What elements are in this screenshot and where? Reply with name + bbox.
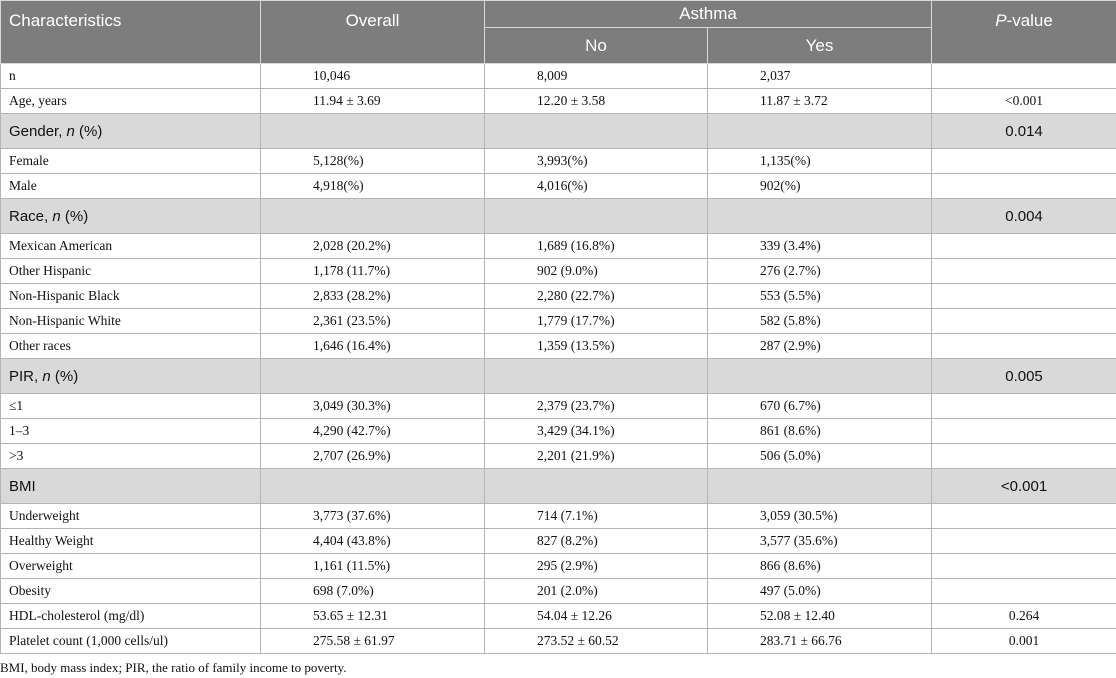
section-label <box>1 199 261 234</box>
section-empty-cell <box>708 114 932 149</box>
section-empty-cell <box>708 359 932 394</box>
asthma-no-cell: 273.52 ± 60.52 <box>485 629 708 654</box>
pvalue-cell: 0.001 <box>932 629 1116 654</box>
table-row <box>1 554 1116 579</box>
row-label: Female <box>1 149 261 174</box>
pvalue-cell <box>932 234 1116 259</box>
asthma-no-cell: 902 (9.0%) <box>485 259 708 284</box>
asthma-yes-cell: 52.08 ± 12.40 <box>708 604 932 629</box>
pvalue-cell: <0.001 <box>932 89 1116 114</box>
row-label: Other races <box>1 334 261 359</box>
table-row <box>1 284 1116 309</box>
row-label: Platelet count (1,000 cells/ul) <box>1 629 261 654</box>
asthma-no-cell: 2,280 (22.7%) <box>485 284 708 309</box>
section-empty-cell <box>485 199 708 234</box>
asthma-no-cell: 2,201 (21.9%) <box>485 444 708 469</box>
asthma-no-cell: 54.04 ± 12.26 <box>485 604 708 629</box>
asthma-no-cell: 3,429 (34.1%) <box>485 419 708 444</box>
section-row <box>1 469 1116 504</box>
row-label: Male <box>1 174 261 199</box>
overall-cell: 4,918(%) <box>261 174 485 199</box>
overall-cell: 698 (7.0%) <box>261 579 485 604</box>
pvalue-cell <box>932 309 1116 334</box>
asthma-yes-cell: 339 (3.4%) <box>708 234 932 259</box>
asthma-no-cell: 1,779 (17.7%) <box>485 309 708 334</box>
section-row <box>1 359 1116 394</box>
section-label-post: (%) <box>74 122 103 140</box>
header-asthma-no: No <box>485 28 708 64</box>
overall-cell: 4,290 (42.7%) <box>261 419 485 444</box>
pvalue-cell <box>932 504 1116 529</box>
section-empty-cell <box>261 199 485 234</box>
asthma-no-cell: 827 (8.2%) <box>485 529 708 554</box>
section-empty-cell <box>261 114 485 149</box>
row-label: Overweight <box>1 554 261 579</box>
table-row <box>1 394 1116 419</box>
section-empty-cell <box>485 469 708 504</box>
asthma-yes-cell: 506 (5.0%) <box>708 444 932 469</box>
overall-cell: 10,046 <box>261 64 485 89</box>
row-label: ≤1 <box>1 394 261 419</box>
asthma-yes-cell: 287 (2.9%) <box>708 334 932 359</box>
pvalue-cell <box>932 174 1116 199</box>
table-row <box>1 629 1116 654</box>
asthma-no-cell: 295 (2.9%) <box>485 554 708 579</box>
section-pvalue: 0.005 <box>932 359 1116 394</box>
asthma-yes-cell: 276 (2.7%) <box>708 259 932 284</box>
asthma-no-cell: 8,009 <box>485 64 708 89</box>
pvalue-cell <box>932 64 1116 89</box>
asthma-yes-cell: 1,135(%) <box>708 149 932 174</box>
asthma-yes-cell: 902(%) <box>708 174 932 199</box>
table-row <box>1 309 1116 334</box>
pvalue-cell <box>932 394 1116 419</box>
overall-cell: 3,773 (37.6%) <box>261 504 485 529</box>
overall-cell: 4,404 (43.8%) <box>261 529 485 554</box>
section-label <box>1 469 261 504</box>
section-empty-cell <box>261 469 485 504</box>
table-row <box>1 579 1116 604</box>
section-label-post: (%) <box>50 367 79 385</box>
overall-cell: 2,833 (28.2%) <box>261 284 485 309</box>
overall-cell: 11.94 ± 3.69 <box>261 89 485 114</box>
header-overall: Overall <box>261 1 485 64</box>
row-label: Healthy Weight <box>1 529 261 554</box>
overall-cell: 3,049 (30.3%) <box>261 394 485 419</box>
section-empty-cell <box>708 199 932 234</box>
pvalue-cell: 0.264 <box>932 604 1116 629</box>
overall-cell: 2,361 (23.5%) <box>261 309 485 334</box>
section-row <box>1 114 1116 149</box>
header-asthma: Asthma <box>485 1 932 28</box>
pvalue-cell <box>932 419 1116 444</box>
row-label: Obesity <box>1 579 261 604</box>
row-label: Non-Hispanic Black <box>1 284 261 309</box>
row-label: >3 <box>1 444 261 469</box>
section-empty-cell <box>708 469 932 504</box>
asthma-yes-cell: 866 (8.6%) <box>708 554 932 579</box>
section-label-italic: n <box>42 367 51 385</box>
table-row <box>1 604 1116 629</box>
asthma-yes-cell: 11.87 ± 3.72 <box>708 89 932 114</box>
row-label: Other Hispanic <box>1 259 261 284</box>
asthma-no-cell: 714 (7.1%) <box>485 504 708 529</box>
asthma-no-cell: 1,359 (13.5%) <box>485 334 708 359</box>
table-row <box>1 419 1116 444</box>
section-pvalue: 0.014 <box>932 114 1116 149</box>
table-row <box>1 89 1116 114</box>
asthma-no-cell: 3,993(%) <box>485 149 708 174</box>
section-label-post: (%) <box>60 207 89 225</box>
asthma-no-cell: 12.20 ± 3.58 <box>485 89 708 114</box>
asthma-no-cell: 1,689 (16.8%) <box>485 234 708 259</box>
row-label: Non-Hispanic White <box>1 309 261 334</box>
asthma-yes-cell: 2,037 <box>708 64 932 89</box>
table-row <box>1 259 1116 284</box>
row-label: Underweight <box>1 504 261 529</box>
header-pvalue <box>932 1 1116 64</box>
section-label-pre: Race, <box>9 207 53 225</box>
overall-cell: 2,707 (26.9%) <box>261 444 485 469</box>
table-row <box>1 504 1116 529</box>
asthma-yes-cell: 861 (8.6%) <box>708 419 932 444</box>
section-pvalue: 0.004 <box>932 199 1116 234</box>
header-asthma-yes: Yes <box>708 28 932 64</box>
section-empty-cell <box>261 359 485 394</box>
table-row <box>1 234 1116 259</box>
pvalue-cell <box>932 579 1116 604</box>
table-row <box>1 334 1116 359</box>
section-label <box>1 114 261 149</box>
row-label: Age, years <box>1 89 261 114</box>
table-row <box>1 444 1116 469</box>
asthma-no-cell: 4,016(%) <box>485 174 708 199</box>
overall-cell: 1,161 (11.5%) <box>261 554 485 579</box>
section-empty-cell <box>485 114 708 149</box>
section-pvalue: <0.001 <box>932 469 1116 504</box>
asthma-yes-cell: 3,059 (30.5%) <box>708 504 932 529</box>
overall-cell: 275.58 ± 61.97 <box>261 629 485 654</box>
row-label: 1–3 <box>1 419 261 444</box>
table-row <box>1 64 1116 89</box>
section-label-pre: BMI <box>9 477 36 495</box>
asthma-yes-cell: 3,577 (35.6%) <box>708 529 932 554</box>
section-label-pre: Gender, <box>9 122 67 140</box>
pvalue-cell <box>932 554 1116 579</box>
row-label: Mexican American <box>1 234 261 259</box>
header-pvalue-rest: -value <box>1006 11 1053 30</box>
table-row <box>1 174 1116 199</box>
footnote: BMI, body mass index; PIR, the ratio of family income to poverty. <box>0 660 347 675</box>
table-row <box>1 529 1116 554</box>
pvalue-cell <box>932 334 1116 359</box>
row-label: n <box>1 64 261 89</box>
asthma-yes-cell: 553 (5.5%) <box>708 284 932 309</box>
overall-cell: 1,646 (16.4%) <box>261 334 485 359</box>
header-characteristics: Characteristics <box>1 1 261 64</box>
overall-cell: 53.65 ± 12.31 <box>261 604 485 629</box>
pvalue-cell <box>932 444 1116 469</box>
overall-cell: 2,028 (20.2%) <box>261 234 485 259</box>
row-label: HDL-cholesterol (mg/dl) <box>1 604 261 629</box>
section-label-italic: n <box>66 122 75 140</box>
header-row-1 <box>1 1 1116 28</box>
section-label-italic: n <box>52 207 61 225</box>
overall-cell: 5,128(%) <box>261 149 485 174</box>
pvalue-cell <box>932 259 1116 284</box>
section-empty-cell <box>485 359 708 394</box>
section-label <box>1 359 261 394</box>
asthma-no-cell: 2,379 (23.7%) <box>485 394 708 419</box>
asthma-yes-cell: 283.71 ± 66.76 <box>708 629 932 654</box>
asthma-yes-cell: 670 (6.7%) <box>708 394 932 419</box>
asthma-yes-cell: 497 (5.0%) <box>708 579 932 604</box>
section-row <box>1 199 1116 234</box>
table-row <box>1 149 1116 174</box>
overall-cell: 1,178 (11.7%) <box>261 259 485 284</box>
header-pvalue-p: P <box>995 11 1007 30</box>
asthma-yes-cell: 582 (5.8%) <box>708 309 932 334</box>
pvalue-cell <box>932 284 1116 309</box>
asthma-no-cell: 201 (2.0%) <box>485 579 708 604</box>
pvalue-cell <box>932 149 1116 174</box>
pvalue-cell <box>932 529 1116 554</box>
section-label-pre: PIR, <box>9 367 43 385</box>
